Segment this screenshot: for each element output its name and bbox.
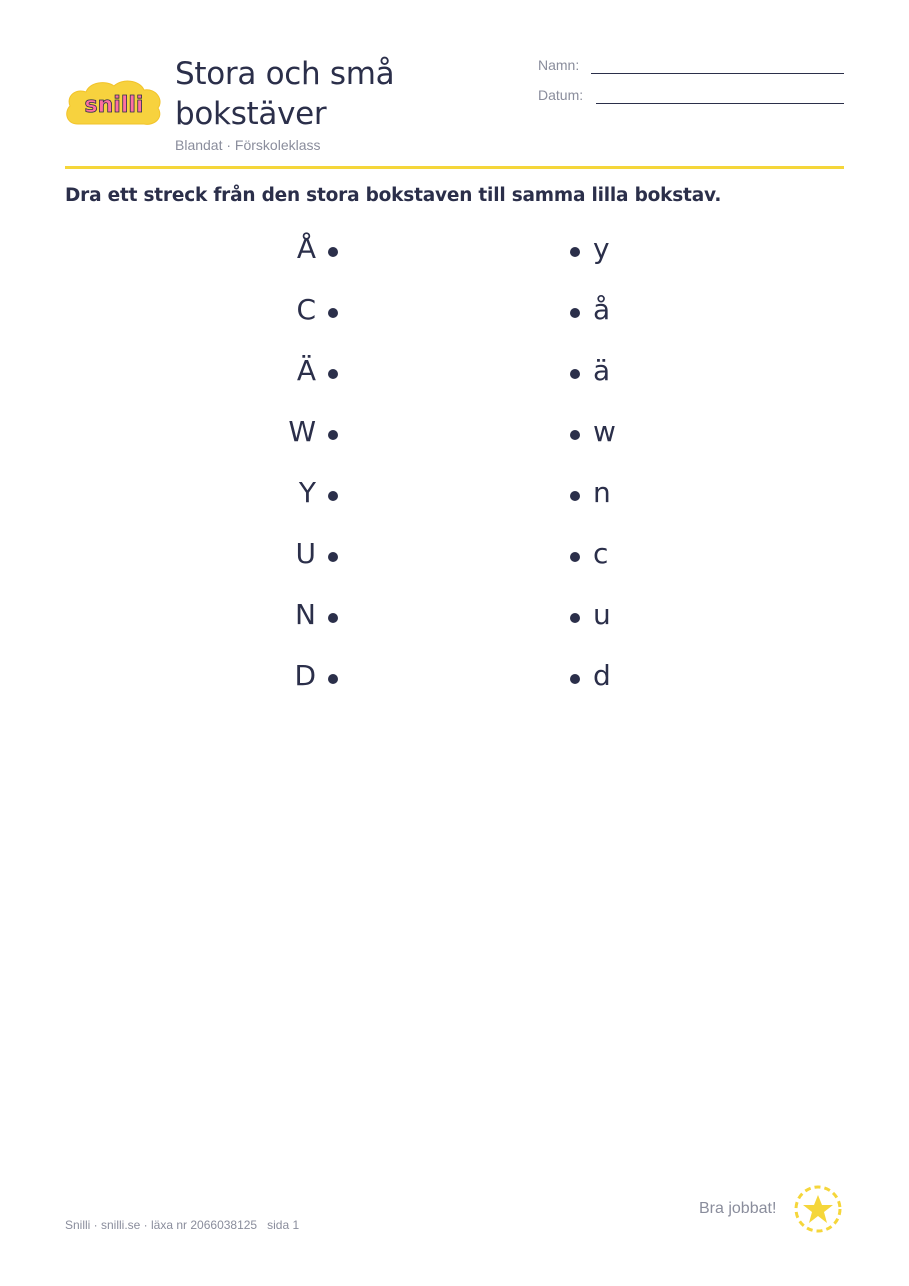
date-field[interactable] xyxy=(538,87,844,107)
lowercase-item xyxy=(593,354,633,394)
lowercase-item xyxy=(593,293,633,333)
left-connect-dot[interactable] xyxy=(328,430,338,440)
footer-text: Snilli · snilli.se · läxa nr 2066038125 sida 1 xyxy=(65,1218,300,1232)
uppercase-letter: Å xyxy=(296,232,316,265)
right-connect-dot[interactable] xyxy=(570,308,580,318)
header-divider xyxy=(65,166,844,169)
lowercase-letter: c xyxy=(593,537,609,570)
left-connect-dot[interactable] xyxy=(328,247,338,257)
praise-text: Bra jobbat! xyxy=(699,1200,777,1217)
left-connect-dot[interactable] xyxy=(328,308,338,318)
name-label: Namn: xyxy=(538,57,580,73)
uppercase-item xyxy=(260,293,316,333)
right-connect-dot[interactable] xyxy=(570,369,580,379)
lowercase-letter: n xyxy=(593,476,611,509)
name-line xyxy=(591,73,844,74)
uppercase-item xyxy=(260,232,316,272)
uppercase-item xyxy=(260,476,316,516)
date-label: Datum: xyxy=(538,87,584,103)
right-connect-dot[interactable] xyxy=(570,430,580,440)
right-connect-dot[interactable] xyxy=(570,674,580,684)
uppercase-letter: Ä xyxy=(296,354,316,387)
left-connect-dot[interactable] xyxy=(328,552,338,562)
lowercase-item xyxy=(593,476,633,516)
lowercase-item xyxy=(593,537,633,577)
uppercase-letter: Y xyxy=(298,476,316,509)
worksheet-title: Stora och små bokstäver xyxy=(175,56,395,132)
uppercase-item xyxy=(260,659,316,699)
right-connect-dot[interactable] xyxy=(570,247,580,257)
lowercase-item xyxy=(593,598,633,638)
left-connect-dot[interactable] xyxy=(328,369,338,379)
left-connect-dot[interactable] xyxy=(328,613,338,623)
uppercase-letter: C xyxy=(296,293,316,326)
name-field[interactable] xyxy=(538,57,844,77)
left-connect-dot[interactable] xyxy=(328,491,338,501)
svg-text:snilli: snilli xyxy=(84,93,144,118)
lowercase-letter: d xyxy=(593,659,611,692)
lowercase-letter: å xyxy=(593,293,611,326)
lowercase-item xyxy=(593,415,633,455)
lowercase-letter: w xyxy=(593,415,616,448)
lowercase-letter: u xyxy=(593,598,611,631)
star-badge-icon xyxy=(793,1184,843,1234)
right-connect-dot[interactable] xyxy=(570,613,580,623)
worksheet-subtitle: Blandat · Förskoleklass xyxy=(175,137,321,153)
uppercase-item xyxy=(260,537,316,577)
lowercase-letter: ä xyxy=(593,354,611,387)
right-connect-dot[interactable] xyxy=(570,552,580,562)
snilli-logo xyxy=(64,76,164,130)
instruction-text: Dra ett streck från den stora bokstaven till samma lilla bokstav. xyxy=(65,185,722,206)
uppercase-item xyxy=(260,415,316,455)
uppercase-letter: U xyxy=(295,537,316,570)
lowercase-item xyxy=(593,659,633,699)
lowercase-letter: y xyxy=(593,232,610,265)
right-connect-dot[interactable] xyxy=(570,491,580,501)
uppercase-letter: D xyxy=(294,659,316,692)
uppercase-item xyxy=(260,354,316,394)
uppercase-letter: N xyxy=(295,598,316,631)
uppercase-letter: W xyxy=(288,415,316,448)
left-connect-dot[interactable] xyxy=(328,674,338,684)
uppercase-item xyxy=(260,598,316,638)
lowercase-item xyxy=(593,232,633,272)
date-line xyxy=(596,103,844,104)
